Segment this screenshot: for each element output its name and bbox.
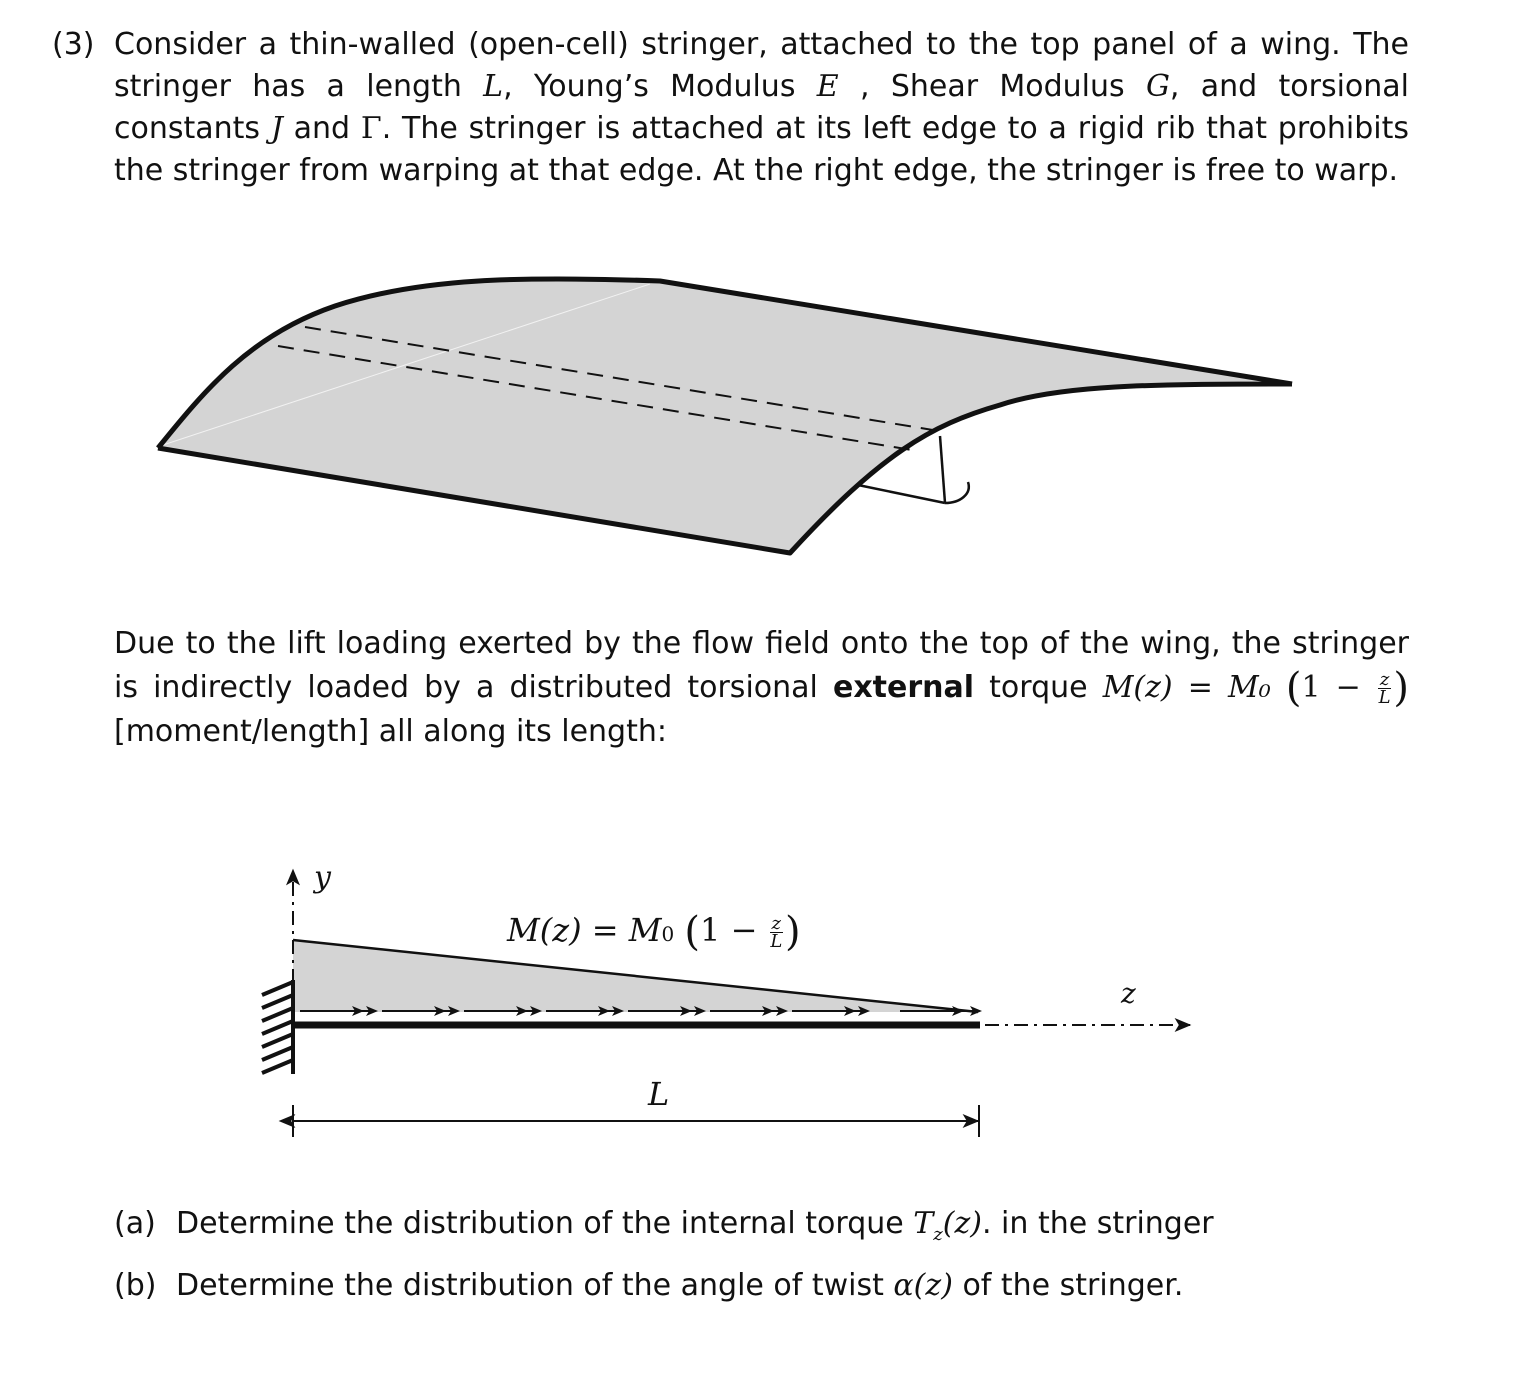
loading-paragraph bbox=[114, 622, 1409, 754]
question-b-text-1: Determine the distribution of the angle of twist bbox=[176, 1268, 894, 1303]
load-equation-label bbox=[507, 904, 801, 960]
question-a-subscript: z bbox=[933, 1224, 943, 1245]
symbol-length: L bbox=[483, 69, 504, 104]
symbol-youngs-modulus: E bbox=[816, 69, 839, 104]
question-b-text-2: of the stringer. bbox=[952, 1268, 1184, 1303]
loading-eq-open-paren: ( bbox=[1285, 665, 1302, 711]
intro-text-5: and bbox=[282, 111, 361, 146]
loading-text-2: torque bbox=[974, 670, 1103, 705]
question-a-label: (a) bbox=[114, 1206, 156, 1241]
loading-eq-frac-num: z bbox=[1379, 669, 1390, 690]
loading-text-1: Due to the lift loading exerted by the flow field onto the top of the wing, the stringer is indirectly loaded by a distributed torsional bbox=[114, 626, 1409, 705]
question-a bbox=[114, 1204, 1214, 1255]
intro-text-3: , Shear Modulus bbox=[838, 69, 1146, 104]
question-b bbox=[114, 1266, 1183, 1306]
loading-eq-close-paren: ) bbox=[1393, 665, 1409, 711]
symbol-gamma: Γ bbox=[360, 111, 382, 146]
length-label: L bbox=[648, 1075, 670, 1113]
loading-eq-one: 1 − bbox=[1301, 670, 1376, 705]
wing-panel-figure bbox=[158, 279, 1292, 553]
loading-eq-sign: = bbox=[1172, 670, 1228, 705]
loading-eq-fraction bbox=[1378, 671, 1391, 706]
load-eq-one: 1 − bbox=[700, 911, 758, 949]
problem-number: (3) bbox=[52, 27, 95, 62]
intro-text-6: . The stringer is attached at its left edge to a rigid rib that prohibits the stringer from warping at that edge. At the right edge, the stringer is free to warp. bbox=[114, 111, 1409, 188]
wing-top-panel bbox=[158, 279, 1292, 553]
question-a-arg: (z) bbox=[942, 1206, 982, 1241]
intro-text-4: , and torsional constants bbox=[114, 69, 1409, 146]
loading-bold-external: external bbox=[832, 670, 975, 705]
load-eq-frac-den: L bbox=[770, 931, 783, 952]
intro-text-1: Consider a thin-walled (open-cell) stringer, attached to the top panel of a wing. The stringer has a length bbox=[114, 27, 1409, 104]
question-a-text-1: Determine the distribution of the internal torque bbox=[176, 1206, 914, 1241]
question-a-symbol: T bbox=[913, 1206, 934, 1241]
load-eq-frac-num: z bbox=[771, 913, 782, 934]
question-b-label: (b) bbox=[114, 1268, 157, 1303]
y-axis-label: y bbox=[314, 860, 331, 895]
symbol-shear-modulus: G bbox=[1145, 69, 1170, 104]
intro-text-2: , Young’s Modulus bbox=[503, 69, 817, 104]
fixed-wall-support bbox=[262, 980, 293, 1074]
question-b-symbol: α(z) bbox=[893, 1268, 953, 1303]
question-a-text-2: . in the stringer bbox=[981, 1206, 1214, 1241]
load-eq-fraction bbox=[770, 915, 783, 950]
loading-eq-frac-den: L bbox=[1378, 687, 1391, 708]
load-eq-open-paren: ( bbox=[684, 909, 701, 955]
load-eq-subscript: 0 bbox=[661, 922, 675, 946]
symbol-j: J bbox=[270, 111, 283, 146]
loading-eq-lhs: M(z) bbox=[1102, 670, 1173, 705]
loading-eq-m0: M₀ bbox=[1228, 670, 1271, 705]
loading-text-3: [moment/length] all along its length: bbox=[114, 714, 667, 749]
load-eq-close-paren: ) bbox=[785, 909, 801, 955]
load-eq-lhs: M(z) = M bbox=[507, 911, 662, 949]
z-axis-label: z bbox=[1121, 977, 1136, 1010]
